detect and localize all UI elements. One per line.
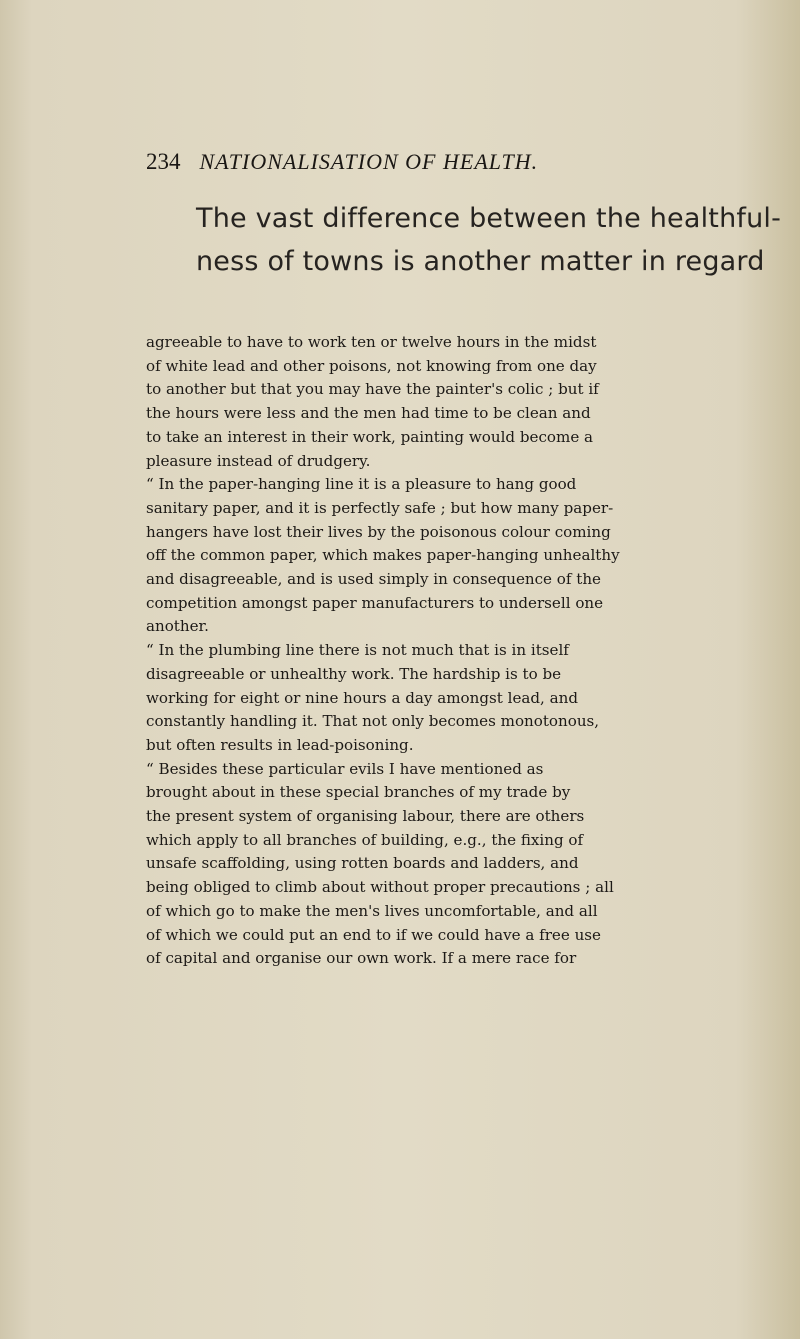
text-line: another. [146,617,209,636]
text-line: off the common paper, which makes paper-hanging unhealthy [146,546,620,565]
text-line: unsafe scaffolding, using rotten boards and ladders, and [146,854,579,873]
running-title: NATIONALISATION OF HEALTH. [199,149,539,174]
body-text [146,331,740,971]
text-line: pleasure instead of drudgery. [146,451,371,470]
page-number: 234 [146,149,181,174]
text-line: “ In the paper-hanging line it is a pleasure to hang good [146,475,577,494]
text-line: of which we could put an end to if we could have a free use [146,925,601,944]
text-line: of capital and organise our own work. If a mere race for [146,949,577,968]
text-line: to take an interest in their work, painting would become a [146,427,594,446]
overlaid-clipping-text [196,197,782,283]
text-line: competition amongst paper manufacturers to undersell one [146,593,604,612]
text-line: of which go to make the men's lives uncomfortable, and all [146,901,598,920]
text-line: the present system of organising labour, there are others [146,807,585,826]
text-line: which apply to all branches of building, e.g., the fixing of [146,830,584,849]
text-line: but often results in lead-poisoning. [146,735,414,754]
text-line: brought about in these special branches of my trade by [146,783,571,802]
text-line: hangers have lost their lives by the poisonous colour coming [146,522,611,541]
text-line: of white lead and other poisons, not knowing from one day [146,356,597,375]
text-line: “ Besides these particular evils I have mentioned as [146,759,544,778]
text-line: “ In the plumbing line there is not much that is in itself [146,641,569,660]
text-line: disagreeable or unhealthy work. The hardship is to be [146,664,562,683]
clipping-line: The vast difference between the healthful- [196,203,782,234]
clipping-line: ness of towns is another matter in regard [196,246,765,277]
text-line: the hours were less and the men had time to be clean and [146,404,591,423]
running-header [146,148,706,177]
text-line: to another but that you may have the painter's colic ; but if [146,380,599,399]
text-line: agreeable to have to work ten or twelve hours in the midst [146,333,597,351]
text-line: and disagreeable, and is used simply in consequence of the [146,570,601,589]
text-line: being obliged to climb about without proper precautions ; all [146,878,614,897]
text-line: working for eight or nine hours a day amongst lead, and [146,688,579,707]
text-line: sanitary paper, and it is perfectly safe ; but how many paper- [146,498,614,517]
text-line: constantly handling it. That not only becomes monotonous, [146,712,600,731]
